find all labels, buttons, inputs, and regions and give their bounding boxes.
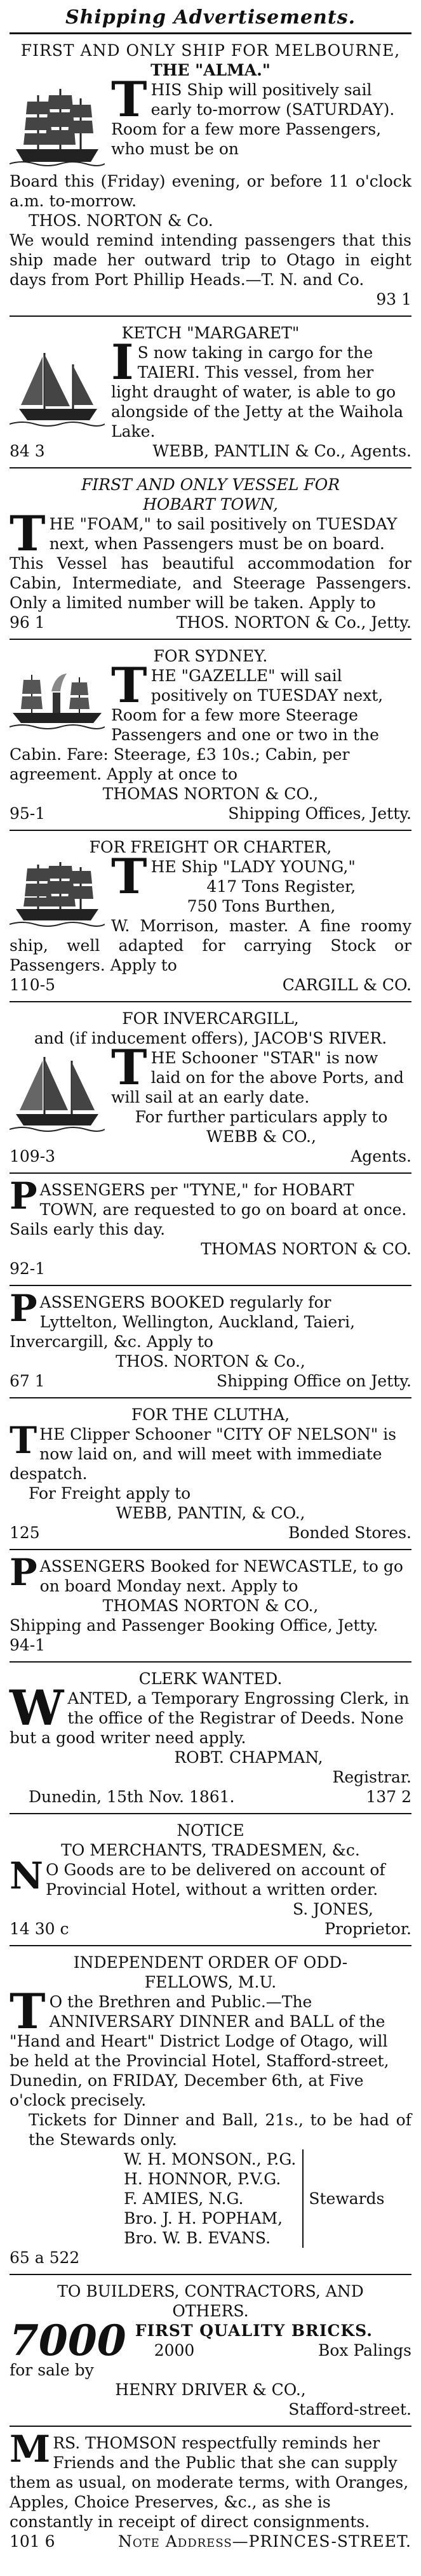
ad-text: RS. THOMSON respectfully reminds her Friends and the Public that she can supply them as usual, on moderate terms, with Oranges, Apples, Choice Preserves, &c., as she is constantly in receipt of direct consignments. — [10, 2434, 409, 2531]
ad-footer — [10, 1787, 411, 1807]
drop-cap: P — [10, 1174, 37, 1218]
ad-signature: THOS. NORTON & Co., — [116, 1352, 305, 1371]
ad-reference: 96 1 — [10, 613, 45, 632]
steamer-icon — [10, 668, 105, 732]
ad-newcastle — [10, 1550, 411, 1663]
ad-text: 417 Tons Register, — [206, 877, 356, 896]
ad-text: for sale by — [10, 2361, 94, 2379]
ad-signature: Proprietor. — [324, 1920, 411, 1938]
ad-signature: Stafford-street. — [288, 2400, 411, 2419]
ad-subheading: HOBART TOWN, — [143, 495, 278, 514]
ad-date: Dunedin, 15th Nov. 1861. — [29, 1788, 235, 1806]
newspaper-column — [10, 0, 411, 2558]
ad-reference: 125 — [10, 1524, 40, 1542]
ad-reference: 110-5 — [10, 976, 56, 994]
ad-signature: THOS. NORTON & Co., Jetty. — [176, 613, 411, 632]
ad-text: HE Ship "LADY YOUNG," — [150, 858, 356, 876]
ad-signature: WEBB, PANTLIN & Co., Agents. — [152, 442, 411, 460]
ad-tyne — [10, 1174, 411, 1286]
ad-heading: FIRST AND ONLY SHIP FOR MELBOURNE, — [20, 41, 401, 60]
ad-reference: 94-1 — [10, 1636, 46, 1654]
steward-name: H. HONNOR, P.V.G. — [124, 2170, 281, 2188]
drop-cap: T — [111, 657, 147, 714]
ad-clutha — [10, 1398, 411, 1550]
ad-text: HE Schooner "STAR" is now laid on for the above Ports, and will sail at an early date. — [111, 1049, 404, 1106]
offer-line: FIRST QUALITY BRICKS. — [135, 2321, 373, 2340]
ad-signature: THOMAS NORTON & CO., — [102, 1597, 319, 1615]
ad-text: This Vessel has beautiful accommodation for Cabin, Intermediate, and Steerage Passengers. Only a limited number will be taken. Apply to — [10, 554, 411, 612]
drop-cap: T — [111, 848, 147, 905]
ad-footer — [10, 2532, 411, 2551]
ad-text: ASSENGERS BOOKED regularly for Lyttelton, Wellington, Auckland, Taieri, Invercargill, &c. Apply to — [10, 1293, 356, 1351]
ad-heading: FOR THE CLUTHA, — [131, 1405, 290, 1424]
ad-lady-young — [10, 831, 411, 1002]
ad-text: For further particulars apply to — [135, 1108, 388, 1126]
drop-cap: T — [10, 505, 46, 562]
ad-reference: 92-1 — [10, 1259, 46, 1278]
ad-footer — [10, 1919, 411, 1939]
offer-line — [135, 2340, 411, 2360]
ship-icon — [10, 860, 105, 929]
ad-signature: Registrar. — [332, 1768, 411, 1786]
bricks-offer — [10, 2316, 411, 2365]
ad-heading: FIRST AND ONLY VESSEL FOR — [81, 475, 340, 494]
ad-heading: CLERK WANTED. — [138, 1670, 283, 1688]
ad-reference: 14 30 c — [10, 1920, 69, 1938]
drop-cap: M — [10, 2427, 51, 2471]
ad-notice — [10, 1814, 411, 1946]
ad-footer — [10, 1146, 411, 1166]
ad-signature: CARGILL & CO. — [282, 976, 411, 994]
ad-text: Board this (Friday) evening, or before 11 o'clock a.m. to-morrow. — [10, 172, 411, 210]
ad-text: HE Clipper Schooner "CITY OF NELSON" is now laid on, and will meet with immediate despatch. — [10, 1425, 397, 1483]
ad-signature: Shipping and Passenger Booking Office, Jetty. — [10, 1616, 378, 1635]
ad-heading: TO BUILDERS, CONTRACTORS, AND — [57, 2282, 364, 2300]
ad-foam — [10, 468, 411, 640]
ad-heading: FOR INVERCARGILL, — [122, 1009, 299, 1028]
drop-cap: W — [10, 1680, 64, 1736]
ad-reference: 84 3 — [10, 442, 45, 460]
ad-footer — [10, 1523, 411, 1543]
ad-footer — [10, 613, 411, 632]
schooner-icon — [10, 1051, 105, 1139]
drop-cap: T — [10, 1419, 37, 1462]
ad-lyttelton — [10, 1286, 411, 1398]
drop-cap: T — [111, 1039, 147, 1096]
ad-text: ASSENGERS Booked for NEWCASTLE, to go on board Monday next. Apply to — [39, 1557, 403, 1595]
ad-heading: NOTICE — [177, 1821, 244, 1840]
ad-clerk — [10, 1663, 411, 1814]
offer-item: Box Palings — [318, 2341, 411, 2360]
ad-text: HE "FOAM," to sail positively on TUESDAY next, when Passengers must be on board. — [49, 515, 398, 553]
ad-text: S now taking in cargo for the TAIERI. This vessel, from her light draught of water, is able to go alongside of the Jetty at the Waihola Lake. — [111, 343, 404, 441]
ad-alma — [10, 34, 411, 317]
drop-cap: T — [111, 71, 147, 128]
steward-name: W. H. MONSON., P.G. — [124, 2150, 297, 2168]
quantity-large: 7000 — [10, 2316, 126, 2365]
ad-signature: THOMAS NORTON & CO., — [102, 785, 319, 803]
ad-signature: Shipping Offices, Jetty. — [228, 804, 411, 823]
ad-heading: INDEPENDENT ORDER OF ODD- — [73, 1953, 348, 1972]
stewards-list — [10, 2149, 411, 2248]
ad-subheading: TO MERCHANTS, TRADESMEN, &c. — [61, 1841, 360, 1859]
ad-margaret — [10, 317, 411, 468]
steward-name: Bro. J. H. POPHAM, — [124, 2209, 283, 2227]
ad-heading: KETCH "MARGARET" — [121, 324, 300, 342]
ad-oddfellows — [10, 1946, 411, 2275]
steward-names — [124, 2149, 304, 2248]
ad-signature: WEBB, PANTIN, & CO., — [116, 1504, 305, 1522]
ad-reference: 93 1 — [376, 290, 411, 309]
drop-cap: P — [10, 1287, 37, 1330]
ad-text: We would remind intending passengers that this ship made her outward trip to Otago in eight days from Port Phillip Heads.—T. N. and Co. — [10, 231, 411, 289]
ad-subheading: OTHERS. — [172, 2302, 249, 2320]
ad-reference: 109-3 — [10, 1147, 56, 1165]
ad-text: 750 Tons Burthen, — [187, 897, 336, 915]
ketch-icon — [10, 345, 105, 434]
ad-text: W. Morrison, master. A fine roomy ship, well adapted for carrying Stock or Passengers. Apply to — [10, 917, 411, 974]
ad-signature: Shipping Office on Jetty. — [216, 1372, 411, 1390]
quantity-small: 2000 — [154, 2341, 195, 2360]
ad-subheading: FELLOWS, M.U. — [144, 1973, 277, 1991]
ad-text: For Freight apply to — [29, 1484, 191, 1503]
drop-cap: P — [10, 1551, 37, 1594]
stewards-label: Stewards — [309, 2189, 385, 2208]
steward-name: F. AMIES, N.G. — [124, 2189, 244, 2208]
ad-text: O the Brethren and Public.—The ANNIVERSARY DINNER and BALL of the "Hand and Heart" District Lodge of Otago, will be held at the Provincial Hotel, Stafford-street, Dunedin, on FRIDAY, December 6th, at Five o'clock precisely. — [10, 1993, 389, 2109]
ad-signature: THOS. NORTON & Co. — [29, 211, 213, 230]
ad-signature: S. JONES, — [293, 1900, 373, 1918]
ad-signature: WEBB & CO., — [206, 1127, 316, 1146]
ad-reference: 65 a 522 — [10, 2248, 80, 2267]
drop-cap: N — [10, 1854, 44, 1897]
drop-cap: I — [111, 334, 134, 390]
ad-heading: FOR FREIGHT OR CHARTER, — [89, 838, 332, 856]
ad-text: Tickets for Dinner and Ball, 21s., to be had of the Stewards only. — [29, 2111, 411, 2149]
ad-builders — [10, 2275, 411, 2427]
ad-text: O Goods are to be delivered on account of Provincial Hotel, without a written order. — [46, 1861, 385, 1899]
ad-footer — [10, 804, 411, 823]
ad-signature: HENRY DRIVER & CO., — [115, 2380, 306, 2399]
ad-reference: 67 1 — [10, 1372, 45, 1390]
ad-gazelle — [10, 640, 411, 831]
ad-footer — [10, 441, 411, 461]
ad-footer — [10, 1371, 411, 1391]
ad-reference: 95-1 — [10, 804, 46, 823]
ship-icon — [10, 83, 105, 171]
ad-heading: FOR SYDNEY. — [153, 647, 268, 665]
ad-footer — [10, 975, 411, 995]
offer-lines — [126, 2321, 411, 2360]
ad-thomson — [10, 2427, 411, 2558]
ad-text: HIS Ship will positively sail early to-morrow (SATURDAY). Room for a few more Passengers, who must be on — [111, 81, 395, 158]
ad-text: ASSENGERS per "TYNE," for HOBART TOWN, are requested to go on board at once. Sails early this day. — [10, 1181, 407, 1238]
ad-text: HE "GAZELLE" will sail positively on TUESDAY next, Room for a few more Steerage Passengers and one or two in the Cabin. Fare: Steerage, £3 10s.; Cabin, per agreement. Apply at once to — [10, 667, 384, 783]
ad-star — [10, 1002, 411, 1174]
ad-signature: Note Address—PRINCES-STREET. — [117, 2532, 411, 2551]
ad-text: ANTED, a Temporary Engrossing Clerk, in the office of the Registrar of Deeds. None but a good writer need apply. — [10, 1689, 410, 1747]
steward-name: Bro. W. B. EVANS. — [124, 2229, 271, 2247]
ad-signature: THOMAS NORTON & CO. — [201, 1240, 411, 1258]
ad-subheading: THE "ALMA." — [150, 61, 271, 79]
ad-signature: Bonded Stores. — [288, 1524, 411, 1542]
drop-cap: T — [10, 1983, 46, 2040]
ad-subheading: and (if inducement offers), JACOB'S RIVER. — [34, 1029, 387, 1047]
ad-signature: ROBT. CHAPMAN, — [174, 1748, 323, 1767]
ad-reference: 137 2 — [366, 1788, 411, 1806]
ad-reference: 101 6 — [10, 2532, 55, 2551]
section-header: Shipping Advertisements. — [10, 6, 411, 34]
ad-signature: Agents. — [351, 1147, 411, 1165]
